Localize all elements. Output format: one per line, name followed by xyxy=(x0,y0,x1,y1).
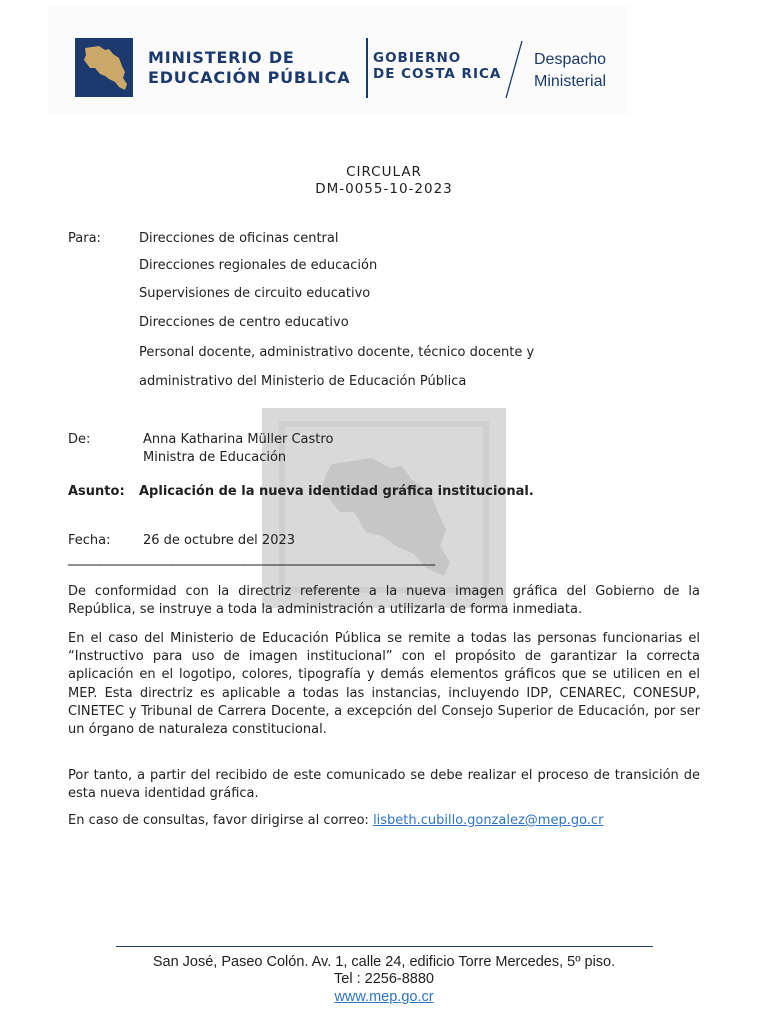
sender-name: Anna Katharina Müller Castro xyxy=(143,432,334,447)
costa-rica-map-icon xyxy=(75,38,133,97)
website-link[interactable]: www.mep.go.cr xyxy=(334,989,434,1005)
separator-line: ___________________________________________________ xyxy=(68,550,436,566)
office-line1: Despacho xyxy=(534,51,607,68)
government-line1: GOBIERNO xyxy=(373,50,462,66)
para-label: Para: xyxy=(68,231,101,246)
footer-rule xyxy=(116,946,653,947)
fecha-label: Fecha: xyxy=(68,533,111,548)
sender-role: Ministra de Educación xyxy=(143,450,287,465)
ministry-name-line2: EDUCACIÓN PÚBLICA xyxy=(148,68,351,87)
circular-number: DM-0055-10-2023 xyxy=(315,181,453,197)
contact-prefix: En caso de consultas, favor dirigirse al correo: xyxy=(68,813,374,828)
body-paragraph-1: De conformidad con la directriz referente a la nueva imagen gráfica del Gobierno de la República, se instruye a toda la administración a utilizarla de forma inmediata. xyxy=(68,584,700,618)
footer-phone: Tel : 2256-8880 xyxy=(334,971,434,987)
footer-website-wrap xyxy=(0,989,768,1005)
asunto-text: Aplicación de la nueva identidad gráfica institucional. xyxy=(139,484,534,499)
circular-title: CIRCULAR xyxy=(346,164,422,180)
government-line2: DE COSTA RICA xyxy=(373,66,502,82)
header-divider xyxy=(366,38,368,98)
office-line2: Ministerial xyxy=(534,73,607,90)
recipient-item: Direcciones regionales de educación xyxy=(139,258,378,273)
contact-email-link[interactable]: lisbeth.cubillo.gonzalez@mep.go.cr xyxy=(373,813,604,828)
ministry-name-line1: MINISTERIO DE xyxy=(148,48,295,67)
recipient-item: Supervisiones de circuito educativo xyxy=(139,286,371,301)
body-paragraph-3: Por tanto, a partir del recibido de este comunicado se debe realizar el proceso de transición de esta nueva identidad gráfica. xyxy=(68,768,700,802)
body-paragraph-2: En el caso del Ministerio de Educación Pública se remite a todas las personas funcionarias el “Instructivo para uso de imagen institucional” con el propósito de garantizar la correcta aplicación en el logotipo, colores, tipografía y demás elementos gráficos que se utilicen en el MEP. Esta directriz es aplicable a todas las instancias, incluyendo IDP, CENAREC, CONESUP, CINETEC y Tribunal de Carrera Docente, a excepción del Consejo Superior de Educación, por ser un órgano de naturaleza constitucional. xyxy=(68,631,700,738)
fecha-value: 26 de octubre del 2023 xyxy=(143,533,296,548)
recipient-item: Direcciones de centro educativo xyxy=(139,315,349,330)
footer-address: San José, Paseo Colón. Av. 1, calle 24, edificio Torre Mercedes, 5º piso. xyxy=(152,954,616,970)
recipient-item: Personal docente, administrativo docente, técnico docente y xyxy=(139,345,535,360)
de-label: De: xyxy=(68,432,91,447)
header-slash-divider xyxy=(504,40,524,100)
asunto-label: Asunto: xyxy=(68,484,125,499)
body-paragraph-4 xyxy=(68,812,700,830)
recipient-item: Direcciones de oficinas central xyxy=(139,231,339,246)
recipient-item: administrativo del Ministerio de Educación Pública xyxy=(139,374,467,389)
